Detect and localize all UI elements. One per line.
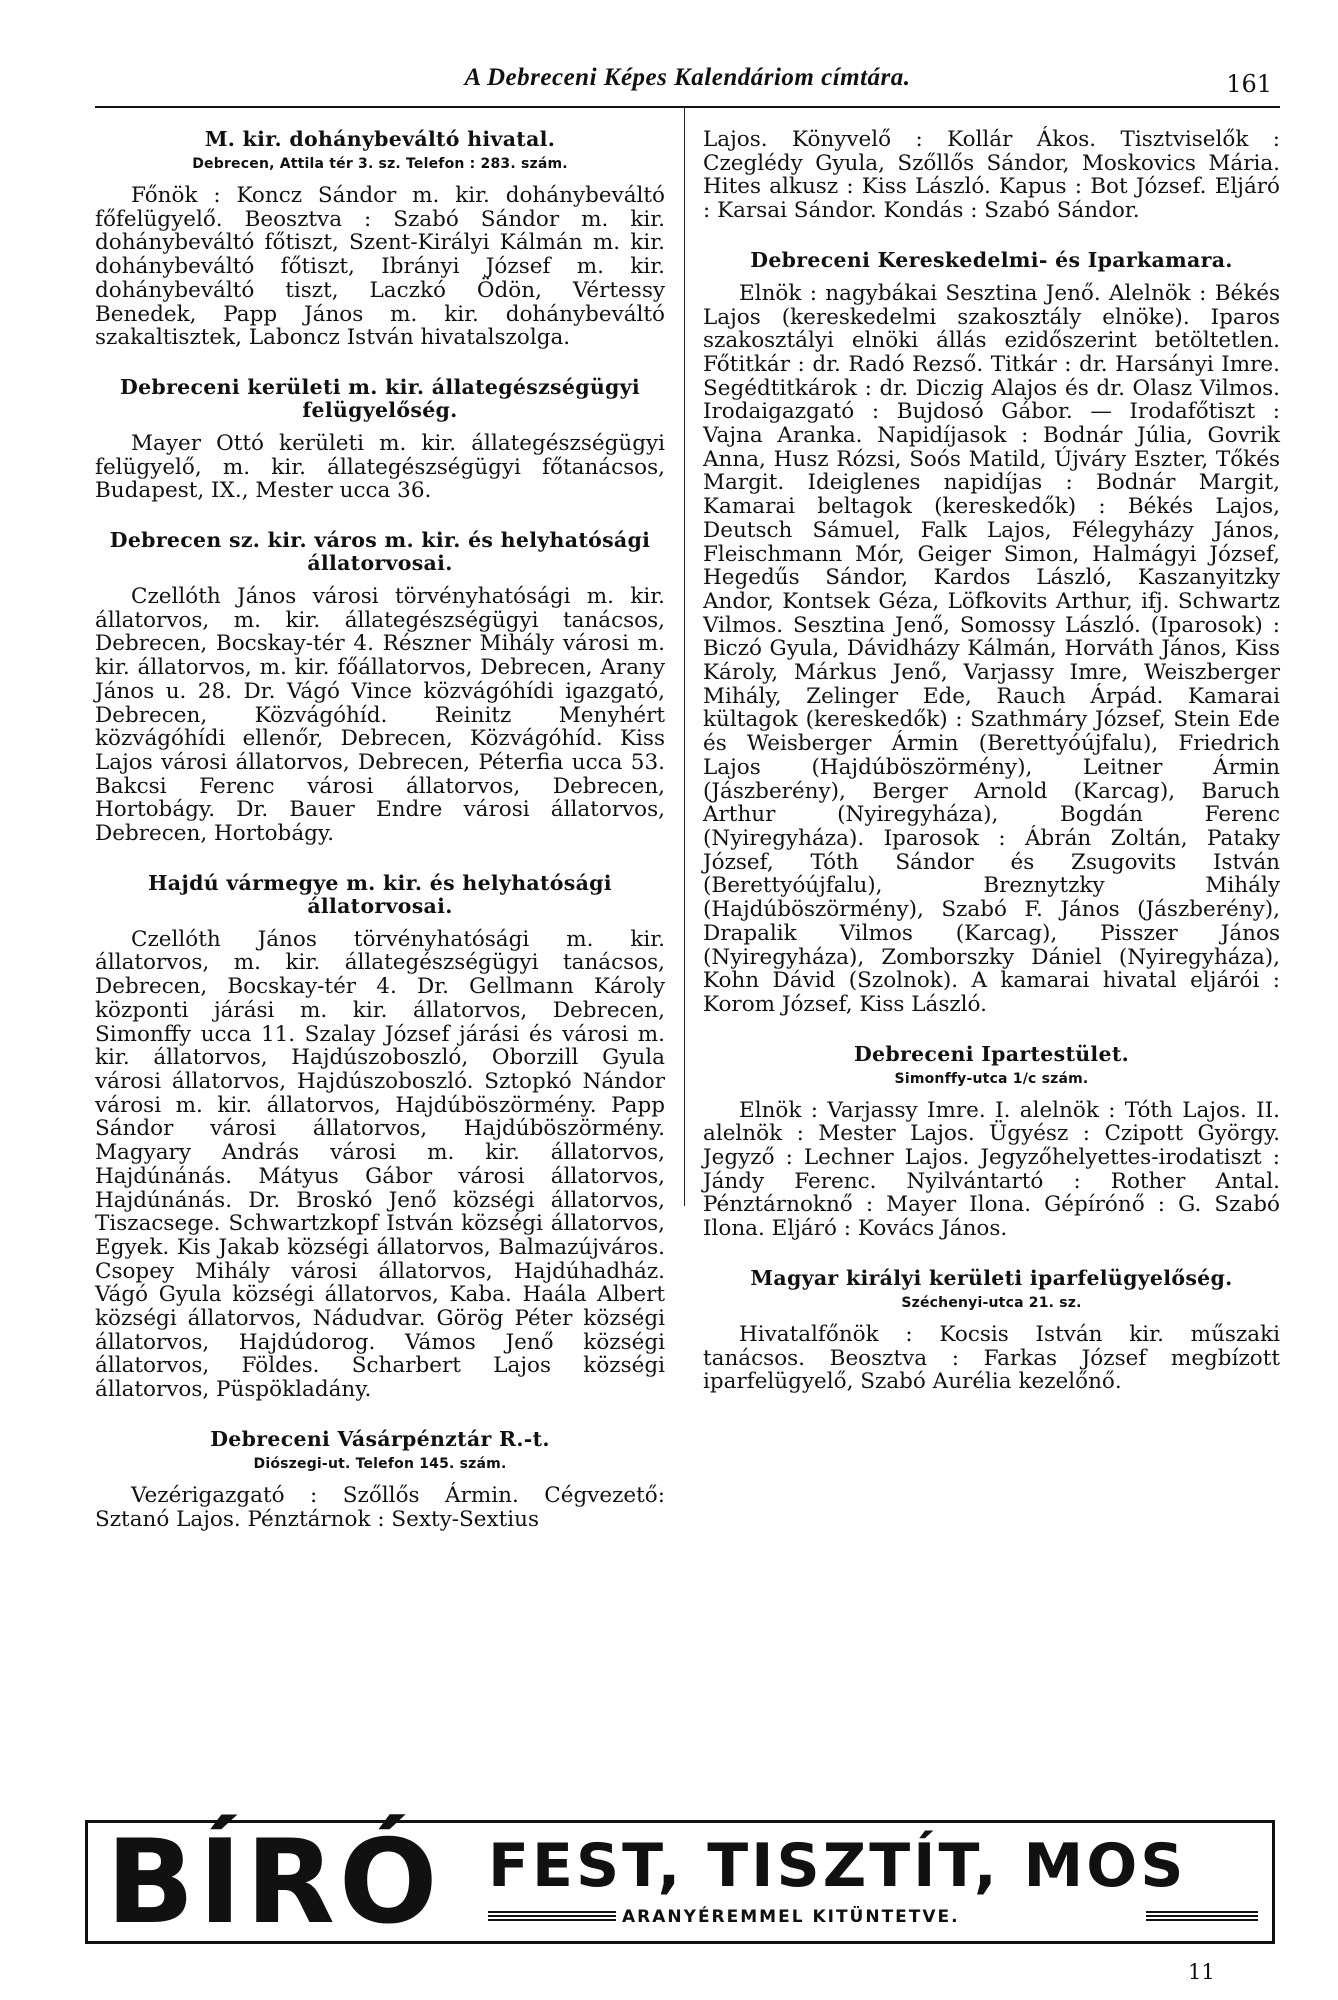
section-text: Elnök : Varjassy Imre. I. alelnök : Tóth Lajos. II. alelnök : Mester Lajos. Ügyész : Czipott György. Jegyző : Lechner Lajos. Jegyzőhelyettes-irodatiszt : Jándy Ferenc. Nyilvántartó : Rother Antal. Pénztárnoknő : Mayer Ilona. Gépírónő : G. Szabó Ilona. Eljáró : Kovács János. (703, 1097, 1280, 1242)
section-text: Lajos. Könyvelő : Kollár Ákos. Tisztviselők : Czeglédy Gyula, Szőllős Sándor, Moskovics Mária. Hites alkusz : Kiss László. Kapus : Bot József. Eljáró : Karsai Sándor. Kondás : Szabó Sándor. (703, 127, 1280, 224)
section-body (95, 928, 665, 1402)
section-title: Debreceni Ipartestület. (853, 1041, 1130, 1066)
section-title: Debreceni Kereskedelmi- és Iparkamara. (750, 247, 1233, 272)
directory-section (95, 872, 665, 1402)
advertisement (85, 1815, 1275, 1950)
directory-section (703, 128, 1280, 223)
section-title: Debrecen sz. kir. város m. kir. és helyhatósági állatorvosai. (109, 528, 651, 576)
section-text: Czellóth János városi törvényhatósági m. kir. állatorvos, m. kir. állategészségügyi tanácsos, Debrecen, Bocskay-tér 4. Részner Mihály városi m. kir. állatorvos, m. kir. főállatorvos, Debrecen, Arany János u. 28. Dr. Vágó Vince közvágóhídi igazgató, Debrecen, Közvágóhíd. Reinitz Menyhért közvágóhídi ellenőr, Debrecen, Közvágóhíd. Kiss Lajos városi állatorvos, Debrecen, Péterfia ucca 53. Bakcsi Ferenc városi állatorvos, Debrecen, Hortobágy. Dr. Bauer Endre városi állatorvos, Debrecen, Hortobágy. (95, 584, 665, 847)
section-body (95, 432, 665, 503)
directory-section (703, 1267, 1280, 1394)
section-address: Debrecen, Attila tér 3. sz. Telefon : 283. szám. (192, 156, 568, 172)
directory-section (95, 128, 665, 350)
page-number: 161 (1226, 70, 1272, 98)
right-column (703, 128, 1280, 1394)
section-address: Diószegi-ut. Telefon 145. szám. (253, 1455, 507, 1472)
section-address: Széchenyi-utca 21. sz. (901, 1294, 1082, 1311)
section-title: Debreceni Vásárpénztár R.-t. (210, 1426, 550, 1451)
section-title: Magyar királyi kerületi iparfelügyelőség. (750, 1265, 1233, 1290)
directory-section (703, 1043, 1280, 1241)
section-title: Debreceni kerületi m. kir. állategészségügyi felügyelőség. (120, 374, 640, 422)
printer-signature: 11 (1188, 1960, 1215, 1984)
section-text: Elnök : nagybákai Sesztina Jenő. Alelnök : Békés Lajos (kereskedelmi szakosztály elnöke). Iparos szakosztályi elnöki állás ezidőszerint betöltetlen. Főtitkár : dr. Radó Rezső. Titkár : dr. Harsányi Imre. Segédtitkárok : dr. Diczig Alajos és dr. Olasz Vilmos. Irodaigazgató : Bujdosó Gábor. — Irodafőtiszt : Vajna Aranka. Napidíjasok : Bodnár Júlia, Govrik Anna, Husz Rózsi, Soós Matild, Újváry Eszter, Tőkés Margit. Ideiglenes napidíjas : Bodnár Margit, Kamarai beltagok (kereskedők) : Békés Lajos, Deutsch Sámuel, Falk Lajos, Félegyházy János, Fleischmann Mór, Geiger Simon, Halmágyi József, Hegedűs Sándor, Kardos László, Kaszanyitzky Andor, Kontsek Géza, Löfkovits Arthur, ifj. Schwartz Vilmos. Sesztina Jenő, Somossy László. (Iparosok) : Biczó Gyula, Dávidházy Kálmán, Horváth János, Kiss Károly, Márkus Jenő, Varjassy Imre, Weiszberger Mihály, Zelinger Ede, Rauch Árpád. Kamarai kültagok (kereskedők) : Szathmáry József, Stein Ede és Weisberger Ármin (Berettyóújfalu), Friedrich Lajos (Hajdúböszörmény), Leitner Ármin (Jászberény), Berger Arnold (Karcag), Baruch Arthur (Nyiregyháza), Bogdán Ferenc (Nyiregyháza). Iparosok : Ábrán Zoltán, Pataky József, Tóth Sándor és Zsugovits István (Berettyóújfalu), Breznytzky Mihály (Hajdúböszörmény), Szabó F. János (Jászberény), Drapalik Vilmos (Karcag), Pisszer János (Nyiregyháza), Zomborszky Dániel (Nyiregyháza), Kohn Dávid (Szolnok). A kamarai hivatal eljárói : Korom József, Kiss László. (703, 280, 1280, 1017)
directory-section (703, 249, 1280, 1017)
section-body (703, 282, 1280, 1017)
section-body (95, 585, 665, 846)
ad-award-line (488, 1905, 1258, 1931)
section-text: Czellóth János törvényhatósági m. kir. állatorvos, m. kir. állategészségügyi tanácsos, Debrecen, Bocskay-tér 4. Dr. Gellmann Károly központi járási m. kir. állatorvos, Debrecen, Simonffy ucca 11. Szalay József járási és városi m. kir. állatorvos, Hajdúszoboszló, Oborzill Gyula városi állatorvos, Hajdúszoboszló. Sztopkó Nándor városi m. kir. állatorvos, Hajdúböszörmény. Papp Sándor városi állatorvos, Hajdúböszörmény. Magyary András városi m. kir. állatorvos, Hajdúnánás. Mátyus Gábor városi állatorvos, Hajdúnánás. Dr. Broskó Jenő községi állatorvos, Tiszacsege. Schwartzkopf István községi állatorvos, Egyek. Kis Jakab községi állatorvos, Balmazújváros. Csopey Mihály városi állatorvos, Hajdúhadház. Vágó Gyula községi állatorvos, Kaba. Haála Albert községi állatorvos, Nádudvar. Görög Péter községi állatorvos, Hajdúdorog. Vámos Jenő községi állatorvos, Földes. Scharbert Lajos községi állatorvos, Püspökladány. (95, 926, 665, 1403)
award-rule-left (488, 1911, 616, 1923)
section-text: Mayer Ottó kerületi m. kir. állategészségügyi felügyelő, m. kir. állategészségügyi főtanácsos, Budapest, IX., Mester ucca 36. (95, 430, 665, 504)
left-column (95, 128, 665, 1531)
section-text: Főnök : Koncz Sándor m. kir. dohánybeváltó főfelügyelő. Beosztva : Szabó Sándor m. kir. dohánybeváltó főtiszt, Szent-Királyi Kálmán m. kir. dohánybeváltó főtiszt, Ibrányi József m. kir. dohánybeváltó tiszt, Laczkó Ödön, Vértessy Benedek, Papp János m. kir. dohánybeváltó szakaltisztek, Laboncz István hivatalszolga. (95, 183, 665, 351)
directory-section (95, 1428, 665, 1531)
column-divider (684, 108, 685, 1206)
section-body (703, 1323, 1280, 1394)
ad-brand: BÍRÓ (106, 1815, 442, 1950)
ad-slogan: FEST, TISZTÍT, MOS (488, 1831, 1187, 1901)
section-body (703, 128, 1280, 223)
ad-award-text: ARANYÉREMMEL KITÜNTETVE. (622, 1907, 960, 1927)
section-title: Hajdú vármegye m. kir. és helyhatósági állatorvosai. (148, 870, 612, 918)
section-title: M. kir. dohánybeváltó hivatal. (204, 127, 556, 151)
award-rule-right (1146, 1911, 1258, 1923)
section-body (95, 184, 665, 350)
section-text: Hivatalfőnök : Kocsis István kir. műszaki tanácsos. Beosztva : Farkas József megbízott iparfelügyelő, Szabó Aurélia kezelőnő. (703, 1321, 1280, 1395)
directory-section (95, 529, 665, 846)
section-address: Simonffy-utca 1/c szám. (894, 1070, 1089, 1087)
running-title: A Debreceni Képes Kalendáriom címtára. (464, 64, 911, 91)
section-body (703, 1099, 1280, 1241)
section-text: Vezérigazgató : Szőllős Ármin. Cégvezető: Sztanó Lajos. Pénztárnok : Sexty-Sextius (95, 1482, 665, 1532)
section-body (95, 1484, 665, 1531)
page-header (95, 60, 1280, 108)
directory-section (95, 376, 665, 503)
